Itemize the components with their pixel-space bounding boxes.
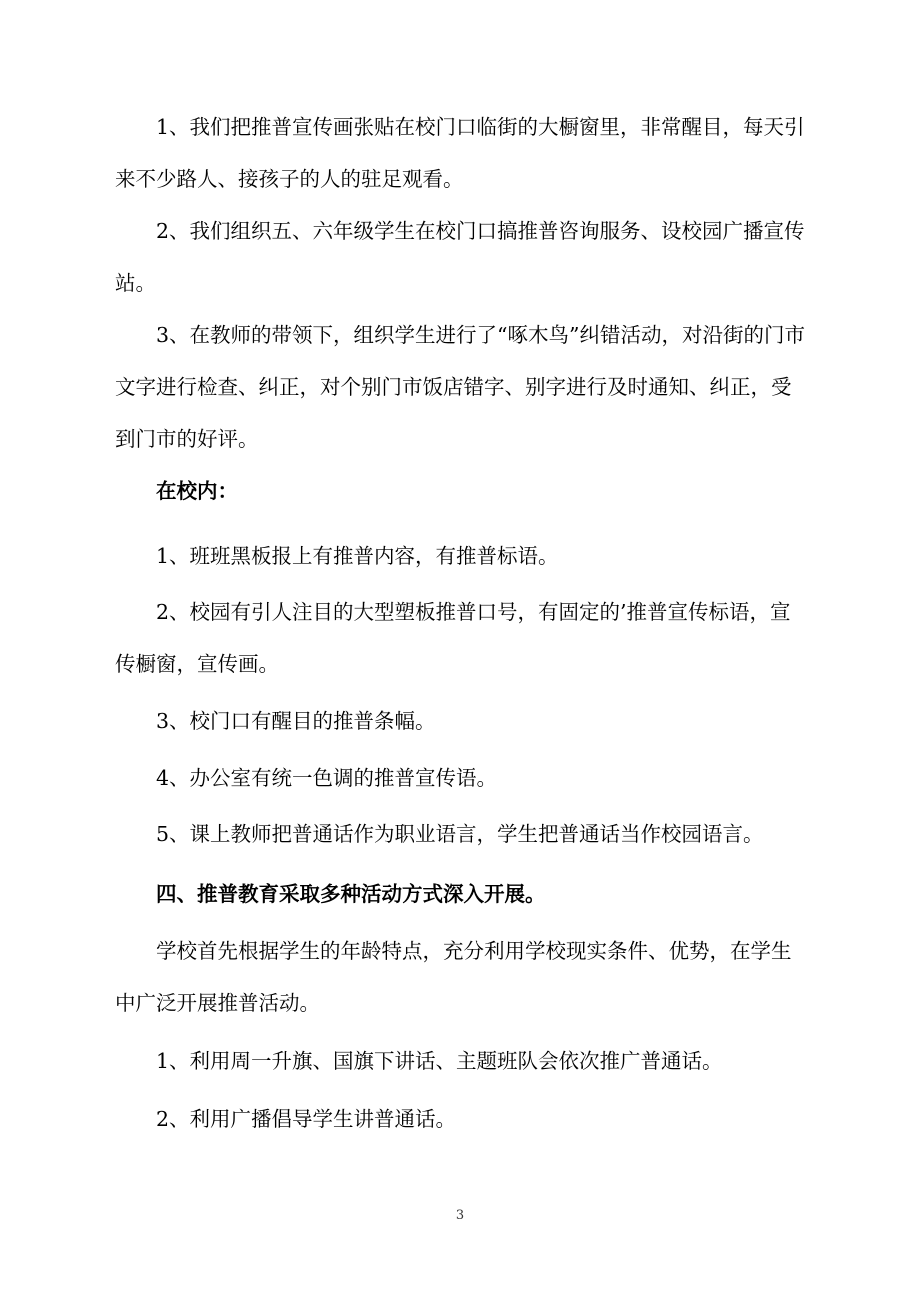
- page-number: 3: [455, 1208, 465, 1223]
- section-heading-in-school: 在校内：: [156, 479, 238, 503]
- paragraph-inside-3: 3、校门口有醒目的推普条幅。: [156, 709, 436, 733]
- paragraph-inside-1: 1、班班黑板报上有推普内容，有推普标语。: [156, 544, 559, 568]
- paragraph-outside-1: 1、我们把推普宣传画张贴在校门口临街的大橱窗里，非常醒目，每天引来不少路人、接孩子的人的驻足观看。: [115, 115, 805, 191]
- paragraph-activities-1: 1、利用周一升旗、国旗下讲话、主题班队会依次推广普通话。: [156, 1049, 723, 1073]
- paragraph-activities-intro: 学校首先根据学生的年龄特点，充分利用学校现实条件、优势，在学生中广泛开展推普活动。: [115, 939, 792, 1015]
- paragraph-activities-2: 2、利用广播倡导学生讲普通话。: [156, 1107, 457, 1131]
- paragraph-inside-4: 4、办公室有统一色调的推普宣传语。: [156, 766, 498, 790]
- paragraph-outside-2: 2、我们组织五、六年级学生在校门口搞推普咨询服务、设校园广播宣传站。: [115, 219, 805, 295]
- section-heading-four: 四、推普教育采取多种活动方式深入开展。: [156, 882, 546, 906]
- paragraph-inside-5: 5、课上教师把普通话作为职业语言，学生把普通话当作校园语言。: [156, 822, 764, 846]
- paragraph-inside-2: 2、校园有引人注目的大型塑板推普口号，有固定的’推普宣传标语，宣传橱窗，宣传画。: [115, 600, 791, 676]
- paragraph-outside-3: 3、在教师的带领下，组织学生进行了“啄木鸟”纠错活动，对沿街的门市文字进行检查、纠正，对个别门市饭店错字、别字进行及时通知、纠正，受到门市的好评。: [115, 323, 806, 451]
